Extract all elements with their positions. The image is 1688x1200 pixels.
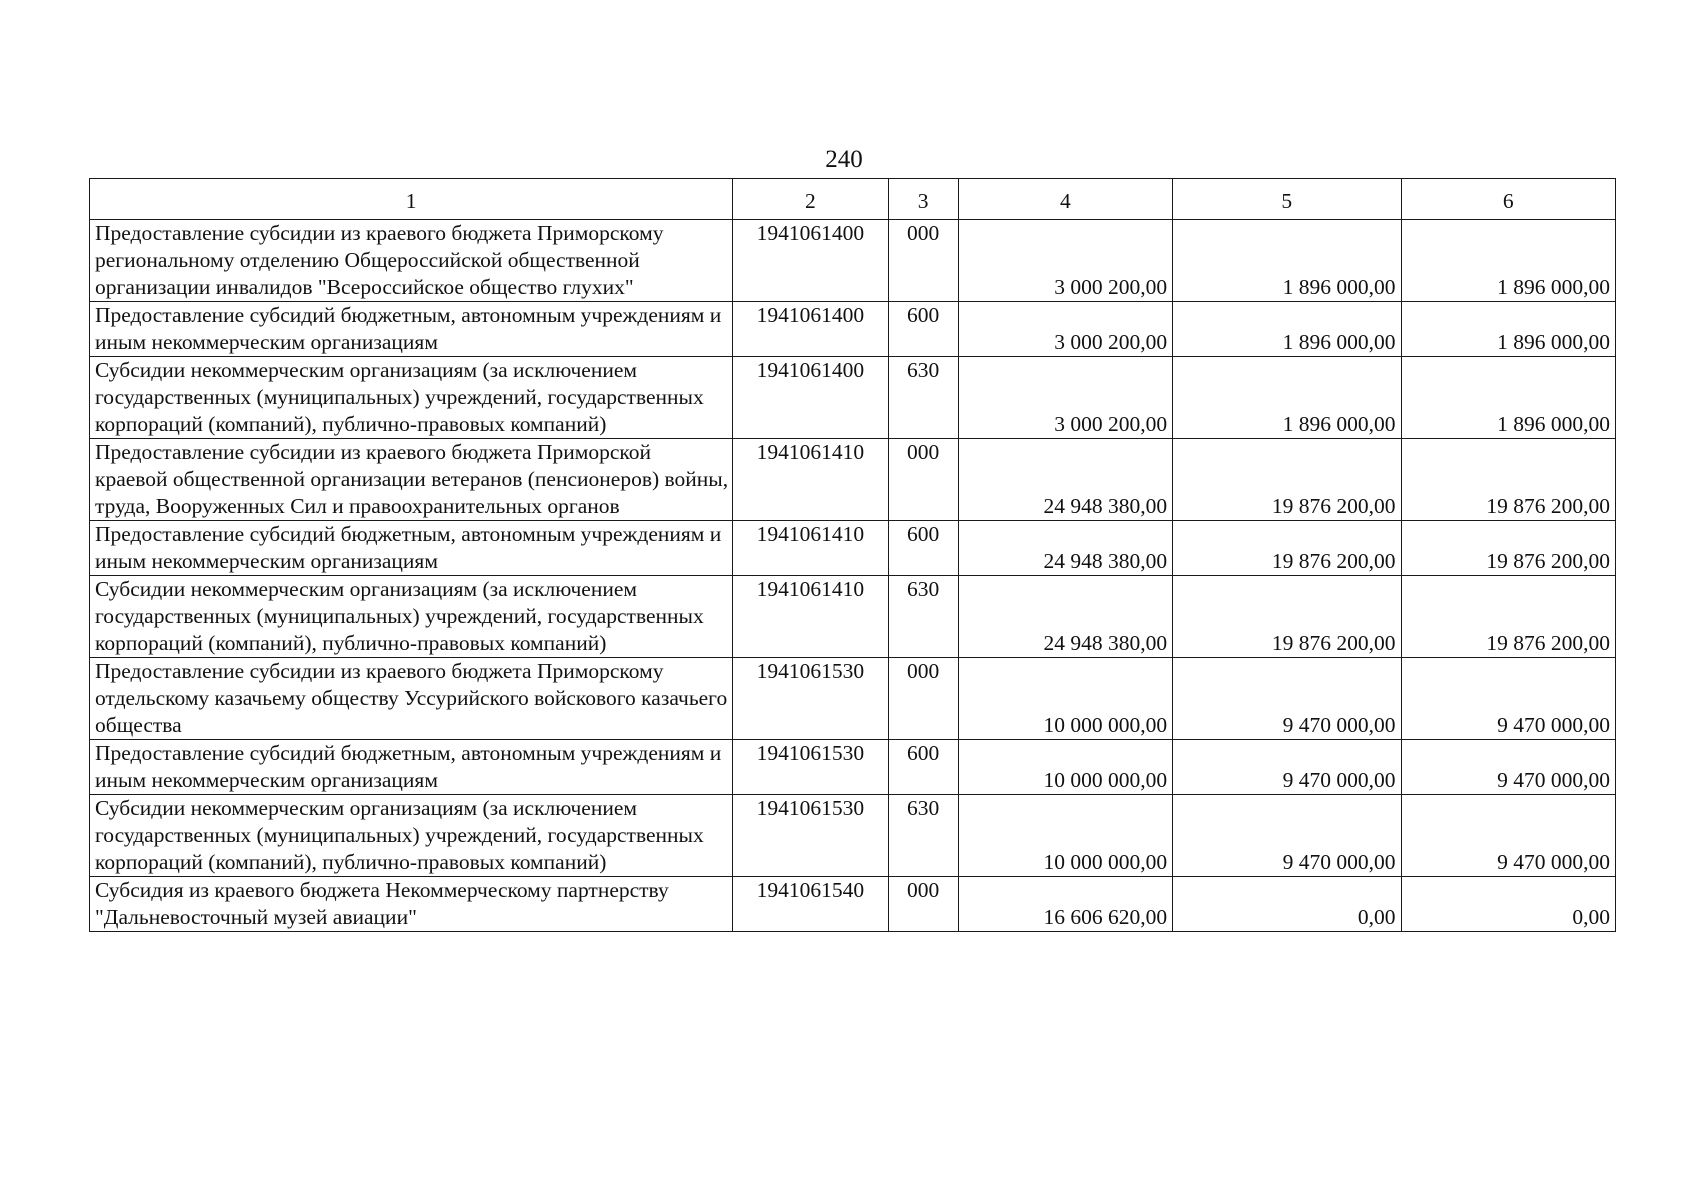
row-amount-col5: 9 470 000,00 [1173,795,1401,877]
row-amount-col4: 16 606 620,00 [958,877,1172,932]
row-amount-col6: 19 876 200,00 [1401,439,1615,521]
column-header-4: 4 [958,179,1172,220]
row-amount-col4: 3 000 200,00 [958,357,1172,439]
row-amount-col5: 1 896 000,00 [1173,357,1401,439]
row-target-code: 1941061530 [733,658,888,740]
row-target-code: 1941061400 [733,220,888,302]
row-amount-col6: 9 470 000,00 [1401,658,1615,740]
row-amount-col5: 9 470 000,00 [1173,740,1401,795]
row-amount-col4: 10 000 000,00 [958,795,1172,877]
row-amount-col4: 24 948 380,00 [958,576,1172,658]
row-amount-col4: 24 948 380,00 [958,439,1172,521]
row-expense-type: 600 [888,302,958,357]
row-amount-col6: 1 896 000,00 [1401,220,1615,302]
table-row [90,576,1616,658]
column-header-2: 2 [733,179,888,220]
row-name: Субсидии некоммерческим организациям (за исключением государственных (муниципальных) учреждений, государственных корпораций (компаний), публично-правовых компаний) [90,357,733,439]
row-target-code: 1941061410 [733,576,888,658]
row-amount-col6: 9 470 000,00 [1401,795,1615,877]
row-name: Предоставление субсидии из краевого бюджета Приморской краевой общественной организации ветеранов (пенсионеров) войны, труда, Вооруженных Сил и правоохранительных органов [90,439,733,521]
row-name: Субсидия из краевого бюджета Некоммерческому партнерству "Дальневосточный музей авиации" [90,877,733,932]
table-row [90,740,1616,795]
row-amount-col4: 10 000 000,00 [958,740,1172,795]
column-header-5: 5 [1173,179,1401,220]
table-row [90,877,1616,932]
row-amount-col5: 0,00 [1173,877,1401,932]
row-name: Предоставление субсидии из краевого бюджета Приморскому региональному отделению Общероссийской общественной организации инвалидов "Всероссийское общество глухих" [90,220,733,302]
table-row [90,302,1616,357]
table-row [90,795,1616,877]
row-amount-col6: 19 876 200,00 [1401,521,1615,576]
row-target-code: 1941061410 [733,439,888,521]
row-amount-col6: 1 896 000,00 [1401,302,1615,357]
column-header-6: 6 [1401,179,1615,220]
row-name: Предоставление субсидий бюджетным, автономным учреждениям и иным некоммерческим организациям [90,302,733,357]
row-amount-col6: 0,00 [1401,877,1615,932]
row-amount-col5: 19 876 200,00 [1173,439,1401,521]
table-row [90,220,1616,302]
row-amount-col5: 19 876 200,00 [1173,521,1401,576]
row-amount-col4: 10 000 000,00 [958,658,1172,740]
row-expense-type: 000 [888,220,958,302]
row-expense-type: 600 [888,740,958,795]
row-target-code: 1941061540 [733,877,888,932]
row-expense-type: 000 [888,658,958,740]
row-amount-col6: 1 896 000,00 [1401,357,1615,439]
row-name: Субсидии некоммерческим организациям (за исключением государственных (муниципальных) учреждений, государственных корпораций (компаний), публично-правовых компаний) [90,795,733,877]
row-name: Субсидии некоммерческим организациям (за исключением государственных (муниципальных) учреждений, государственных корпораций (компаний), публично-правовых компаний) [90,576,733,658]
row-name: Предоставление субсидий бюджетным, автономным учреждениям и иным некоммерческим организациям [90,521,733,576]
column-header-3: 3 [888,179,958,220]
row-amount-col5: 9 470 000,00 [1173,658,1401,740]
row-target-code: 1941061410 [733,521,888,576]
row-target-code: 1941061400 [733,302,888,357]
budget-table [89,178,1616,932]
row-amount-col5: 1 896 000,00 [1173,220,1401,302]
row-name: Предоставление субсидии из краевого бюджета Приморскому отдельскому казачьему обществу Уссурийского войскового казачьего общества [90,658,733,740]
header-row [90,179,1616,220]
row-target-code: 1941061530 [733,795,888,877]
table-row [90,521,1616,576]
table-row [90,357,1616,439]
row-name: Предоставление субсидий бюджетным, автономным учреждениям и иным некоммерческим организациям [90,740,733,795]
row-amount-col4: 24 948 380,00 [958,521,1172,576]
row-amount-col5: 19 876 200,00 [1173,576,1401,658]
row-amount-col5: 1 896 000,00 [1173,302,1401,357]
row-expense-type: 600 [888,521,958,576]
row-target-code: 1941061400 [733,357,888,439]
row-amount-col4: 3 000 200,00 [958,302,1172,357]
table-row [90,658,1616,740]
row-amount-col6: 19 876 200,00 [1401,576,1615,658]
row-expense-type: 000 [888,877,958,932]
row-amount-col4: 3 000 200,00 [958,220,1172,302]
table-row [90,439,1616,521]
row-expense-type: 630 [888,795,958,877]
row-target-code: 1941061530 [733,740,888,795]
row-expense-type: 630 [888,576,958,658]
page-number: 240 [825,146,863,173]
row-expense-type: 630 [888,357,958,439]
row-expense-type: 000 [888,439,958,521]
row-amount-col6: 9 470 000,00 [1401,740,1615,795]
column-header-1: 1 [90,179,733,220]
